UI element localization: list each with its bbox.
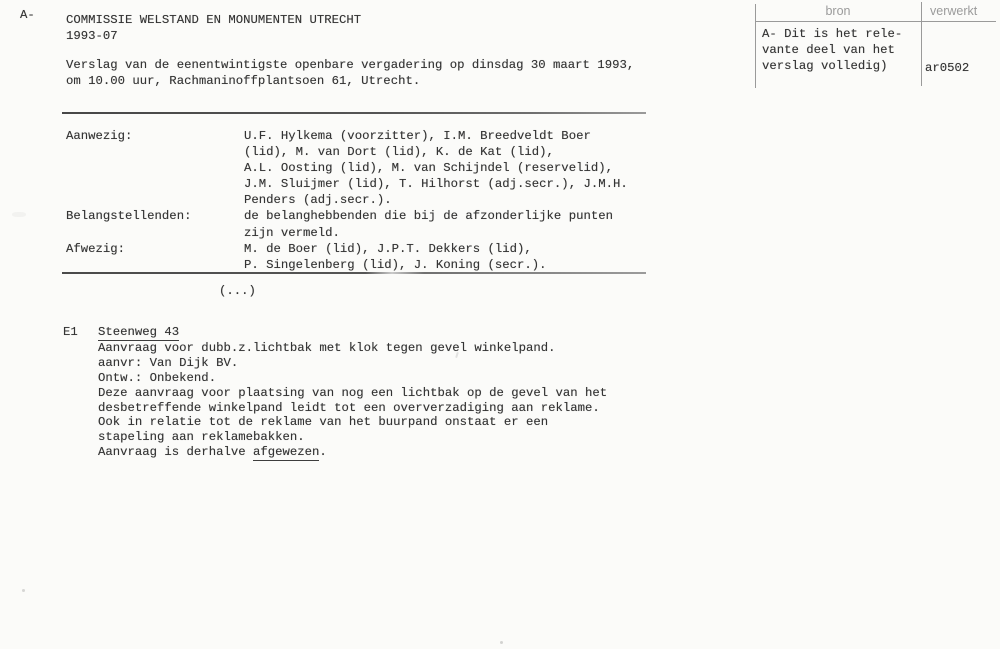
agenda-line: aanvr: Van Dijk BV.	[98, 355, 239, 370]
attendance-row-label: Belangstellenden:	[66, 209, 192, 224]
stamp-note-line-3: verslag volledig)	[762, 59, 888, 73]
agenda-decision-line	[98, 445, 607, 460]
agenda-item-heading	[98, 325, 179, 341]
agenda-item-body	[98, 341, 607, 460]
attendance-row-label: Afwezig:	[66, 241, 126, 256]
attendance-row	[0, 242, 1000, 258]
attendance-row	[0, 177, 1000, 193]
stamp-note-line-2: vante deel van het	[762, 43, 895, 57]
decision-prefix: Aanvraag is derhalve	[98, 445, 253, 460]
stamp-column-header-verwerkt: verwerkt	[930, 4, 978, 18]
divider-rule-top	[62, 112, 646, 114]
agenda-line: desbetreffende winkelpand leidt tot een oververzadiging aan reklame.	[98, 400, 600, 415]
decision-word: afgewezen	[252, 445, 320, 460]
scan-artifact	[12, 212, 26, 217]
intro-line-2: om 10.00 uur, Rachmaninoffplantsoen 61, Utrecht.	[66, 73, 421, 88]
attendance-row	[0, 209, 1000, 225]
attendance-table	[0, 129, 1000, 274]
attendance-row	[0, 145, 1000, 161]
attendance-row-text: U.F. Hylkema (voorzitter), I.M. Breedveldt Boer	[244, 129, 591, 143]
stamp-column-header-bron: bron	[825, 4, 851, 18]
scan-artifact	[500, 641, 503, 644]
attendance-row-text: M. de Boer (lid), J.P.T. Dekkers (lid),	[244, 241, 532, 256]
agenda-line: stapeling aan reklamebakken.	[98, 430, 305, 445]
decision-suffix: .	[319, 445, 327, 460]
agenda-item-heading-text: Steenweg 43	[98, 325, 180, 339]
attendance-row	[0, 161, 1000, 177]
agenda-line: Ontw.: Onbekend.	[98, 370, 217, 385]
attendance-row	[0, 226, 1000, 242]
attendance-row-text: P. Singelenberg (lid), J. Koning (secr.).	[244, 257, 547, 272]
document-title: COMMISSIE WELSTAND EN MONUMENTEN UTRECHT	[66, 13, 362, 27]
ellipsis-mark: (...)	[219, 284, 256, 298]
document-number: 1993-07	[66, 28, 118, 43]
intro-line-1: Verslag van de eenentwintigste openbare vergadering op dinsdag 30 maart 1993,	[66, 58, 635, 72]
stamp-box-column-divider	[921, 2, 922, 86]
attendance-row	[0, 193, 1000, 209]
attendance-row-text: Penders (adj.secr.).	[244, 193, 392, 208]
scan-artifact	[22, 589, 25, 592]
stamp-box-header-rule	[755, 21, 996, 22]
attendance-row-text: (lid), M. van Dort (lid), K. de Kat (lid),	[244, 145, 554, 160]
agenda-item-number: E1	[63, 325, 78, 339]
agenda-line: Deze aanvraag voor plaatsing van nog een lichtbak op de gevel van het	[98, 385, 608, 400]
attendance-row-text: de belanghebbenden die bij de afzonderlijke punten	[244, 209, 613, 224]
attendance-row	[0, 129, 1000, 145]
agenda-line: Ook in relatie tot de reklame van het buurpand onstaat er een	[98, 415, 549, 430]
margin-annotation: A-	[20, 8, 35, 22]
divider-rule-bottom	[62, 272, 646, 274]
attendance-row-label: Aanwezig:	[66, 129, 133, 143]
attendance-row-text: A.L. Oosting (lid), M. van Schijndel (reservelid),	[244, 161, 613, 176]
agenda-line: Aanvraag voor dubb.z.lichtbak met klok tegen gevel winkelpand.	[98, 341, 556, 355]
stamp-note-line-1: A- Dit is het rele-	[762, 27, 903, 41]
stamp-archive-code: ar0502	[925, 61, 970, 75]
attendance-row-text: J.M. Sluijmer (lid), T. Hilhorst (adj.secr.), J.M.H.	[244, 177, 628, 192]
attendance-row-text: zijn vermeld.	[244, 225, 340, 240]
